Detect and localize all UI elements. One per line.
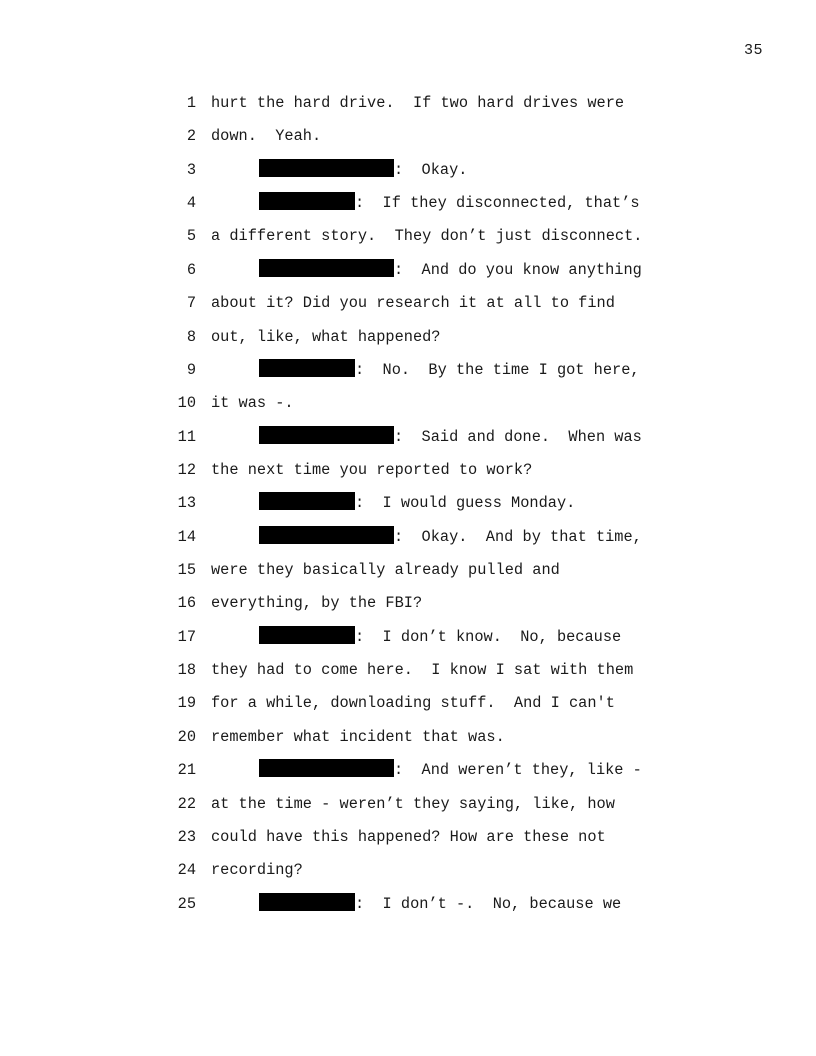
transcript-line [176,592,696,625]
line-number: 1 [186,94,196,112]
line-number: 6 [186,260,196,279]
redacted-speaker-name [259,759,394,777]
line-number: 9 [186,360,196,379]
speaker-turn [259,526,642,548]
line-number: 5 [186,227,196,246]
speaker-turn [259,159,467,181]
line-number: 12 [177,460,196,479]
line-text [211,826,606,848]
line-text: : And do you know anything [394,260,642,279]
speaker-turn [259,626,621,648]
speaker-turn [259,492,575,514]
transcript-line [176,426,696,459]
line-text [211,793,615,815]
line-text: : And weren’t they, like - [394,761,642,780]
redacted-speaker-name [259,492,355,510]
speaker-turn [259,259,642,281]
line-number: 25 [177,894,196,913]
line-number: 2 [186,127,196,146]
line-text: the next time you reported to work? [211,460,533,479]
transcript-line [176,859,696,892]
line-text [211,459,532,481]
line-text [211,859,303,881]
line-text [211,125,321,147]
line-text [211,592,422,614]
line-number: 20 [177,727,196,746]
line-text [211,225,642,247]
transcript-line [176,326,696,359]
transcript-line [176,392,696,425]
transcript-line [176,659,696,692]
line-number: 10 [177,394,196,413]
line-text: down. Yeah. [211,127,322,146]
line-text: : Okay. And by that time, [394,527,642,546]
speaker-turn [259,426,642,448]
transcript-line [176,159,696,192]
line-number: 8 [186,327,196,346]
line-text [211,292,615,314]
line-text: : If they disconnected, that’s [355,194,640,213]
line-text: everything, by the FBI? [211,594,423,613]
transcript-line [176,526,696,559]
transcript-line [176,192,696,225]
line-number: 18 [177,661,196,680]
line-text [211,559,560,581]
line-text: : Said and done. When was [394,427,642,446]
line-text: could have this happened? How are these not [211,827,606,846]
transcript-line [176,893,696,926]
speaker-turn [259,759,642,781]
line-text [211,726,505,748]
line-number: 13 [177,494,196,513]
line-number: 24 [177,861,196,880]
line-text: out, like, what happened? [211,327,441,346]
line-number: 22 [177,794,196,813]
line-text: : Okay. [394,160,468,179]
line-text: : I don’t -. No, because we [355,894,622,913]
speaker-turn [259,893,621,915]
line-text [211,392,294,414]
line-text: remember what incident that was. [211,727,505,746]
line-number: 17 [177,627,196,646]
redacted-speaker-name [259,192,355,210]
line-text: : I would guess Monday. [355,494,576,513]
transcript-line [176,559,696,592]
transcript-line [176,459,696,492]
line-number: 23 [177,827,196,846]
line-text: at the time - weren’t they saying, like, how [211,794,615,813]
transcript-line [176,793,696,826]
line-text [211,692,615,714]
line-text: recording? [211,861,303,880]
line-number: 14 [177,527,196,546]
line-number: 7 [186,294,196,313]
page-number: 35 [743,42,763,59]
redacted-speaker-name [259,359,355,377]
transcript-line [176,225,696,258]
line-number: 16 [177,594,196,613]
transcript-line [176,826,696,859]
redacted-speaker-name [259,426,394,444]
line-text: about it? Did you research it at all to find [211,294,615,313]
redacted-speaker-name [259,259,394,277]
transcript-line [176,125,696,158]
line-number: 3 [186,160,196,179]
line-number: 11 [177,427,196,446]
redacted-speaker-name [259,159,394,177]
line-text [211,659,633,681]
line-number: 15 [177,561,196,580]
line-text: for a while, downloading stuff. And I can't [211,694,615,713]
line-text: : I don’t know. No, because [355,627,622,646]
transcript-line [176,626,696,659]
redacted-speaker-name [259,626,355,644]
line-text [211,92,624,114]
transcript-line [176,759,696,792]
transcript-line [176,692,696,725]
transcript-body [176,92,696,926]
transcript-line [176,292,696,325]
line-text: hurt the hard drive. If two hard drives were [211,94,625,112]
line-text: they had to come here. I know I sat with them [211,661,634,680]
speaker-turn [259,359,640,381]
line-number: 21 [177,761,196,780]
redacted-speaker-name [259,526,394,544]
transcript-line [176,359,696,392]
redacted-speaker-name [259,893,355,911]
line-number: 19 [177,694,196,713]
line-number: 4 [186,194,196,213]
line-text: were they basically already pulled and [211,561,560,580]
transcript-line [176,726,696,759]
line-text [211,326,441,348]
transcript-line [176,492,696,525]
speaker-turn [259,192,640,214]
transcript-line [176,259,696,292]
line-text: a different story. They don’t just disconnect. [211,227,643,246]
line-text: : No. By the time I got here, [355,360,640,379]
line-text: it was -. [211,394,294,413]
transcript-line [176,92,696,125]
